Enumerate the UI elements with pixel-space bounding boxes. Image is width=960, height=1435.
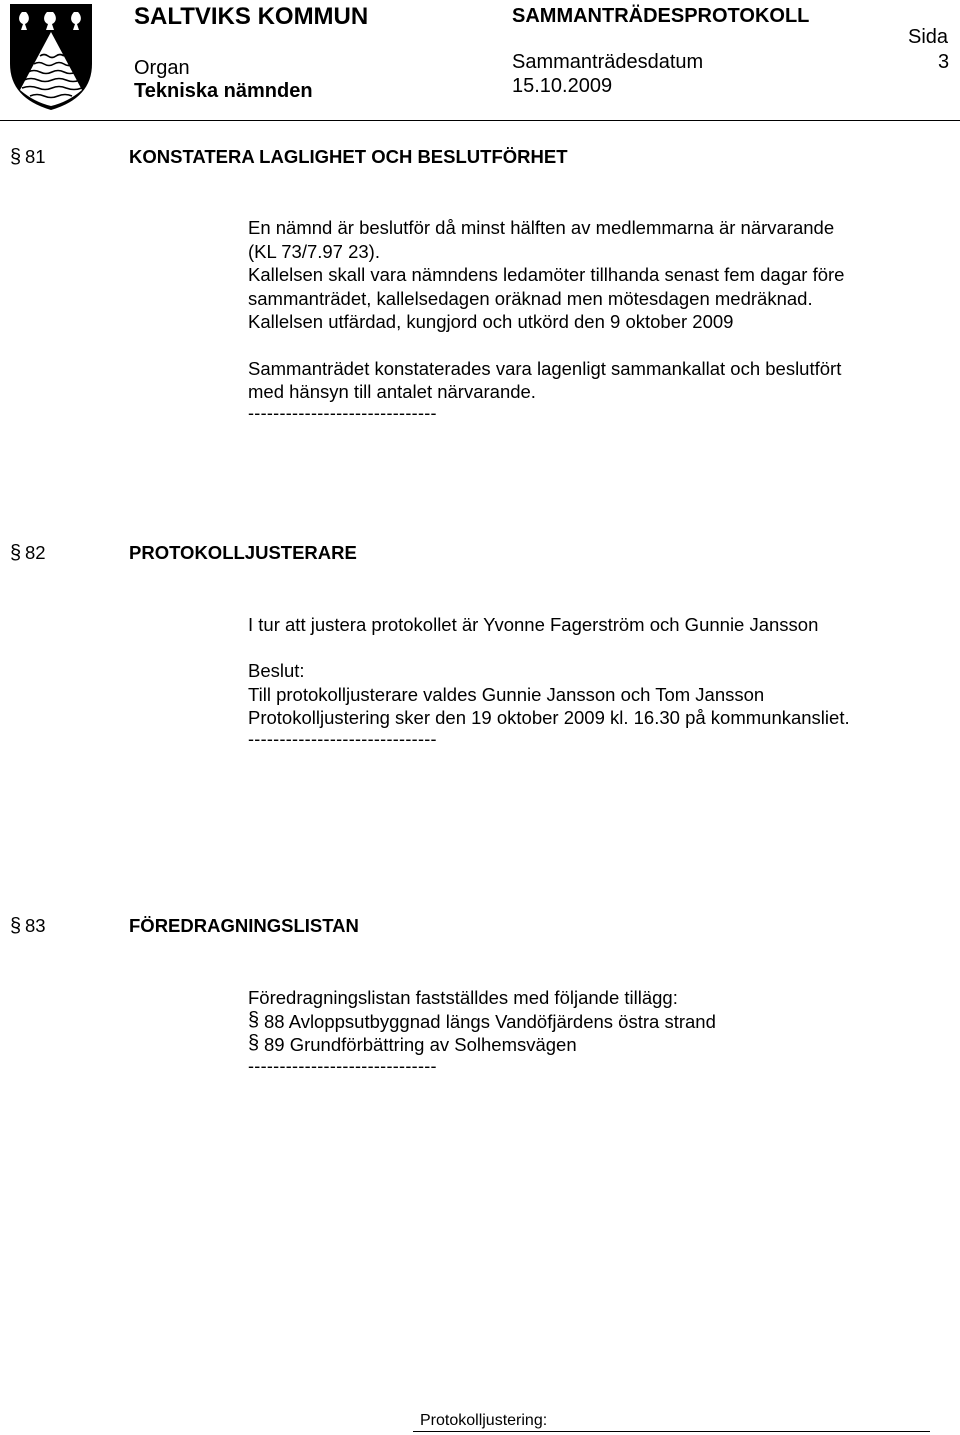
section-separator: ------------------------------: [248, 729, 437, 749]
section-number: 83: [25, 915, 46, 936]
section-separator: ------------------------------: [248, 1056, 437, 1076]
date-label: Sammanträdesdatum: [512, 51, 704, 73]
paragraph-sign: §: [10, 542, 22, 564]
paragraph-sign: §: [10, 146, 22, 168]
section-line: Till protokolljusterare valdes Gunnie Jansson och Tom Jansson: [248, 684, 765, 705]
section-title: KONSTATERA LAGLIGHET OCH BESLUTFÖRHET: [129, 146, 568, 167]
section-title: PROTOKOLLJUSTERARE: [129, 542, 357, 563]
section-line: Kallelsen utfärdad, kungjord och utkörd den 9 oktober 2009: [248, 311, 734, 332]
section-line: Protokolljustering sker den 19 oktober 2009 kl. 16.30 på kommunkansliet.: [248, 707, 850, 728]
section-line: med hänsyn till antalet närvarande.: [248, 381, 536, 402]
section-title: FÖREDRAGNINGSLISTAN: [129, 915, 359, 936]
coat-of-arms-icon: [8, 2, 94, 112]
section-number: 81: [25, 146, 46, 167]
organ-label: Organ: [134, 57, 190, 79]
municipality-name: SALTVIKS KOMMUN: [134, 3, 369, 30]
section-line: sammanträdet, kallelsedagen oräknad men mötesdagen medräknad.: [248, 288, 813, 309]
agenda-item: 88 Avloppsutbyggnad längs Vandöfjärdens östra strand: [264, 1011, 716, 1032]
paragraph-sign: §: [10, 915, 22, 937]
paragraph-sign: §: [248, 1032, 260, 1054]
section-line: I tur att justera protokollet är Yvonne Fagerström och Gunnie Jansson: [248, 614, 819, 635]
document-type: SAMMANTRÄDESPROTOKOLL: [512, 5, 810, 27]
signature-line: [413, 1431, 930, 1432]
page-label: Sida: [908, 26, 949, 48]
date-value: 15.10.2009: [512, 75, 613, 97]
page-number: 3: [938, 51, 950, 73]
decision-label: Beslut:: [248, 660, 305, 681]
organ-value: Tekniska nämnden: [134, 80, 313, 102]
section-line: Kallelsen skall vara nämndens ledamöter tillhanda senast fem dagar före: [248, 264, 845, 285]
section-line: Sammanträdet konstaterades vara lagenligt sammankallat och beslutfört: [248, 358, 842, 379]
agenda-item: 89 Grundförbättring av Solhemsvägen: [264, 1034, 577, 1055]
section-line: Föredragningslistan fastställdes med följande tillägg:: [248, 987, 678, 1008]
header-rule: [0, 120, 960, 121]
section-line: (KL 73/7.97 23).: [248, 241, 380, 262]
footer-label: Protokolljustering:: [420, 1412, 548, 1429]
section-number: 82: [25, 542, 46, 563]
section-separator: ------------------------------: [248, 403, 437, 423]
section-line: En nämnd är beslutför då minst hälften av medlemmarna är närvarande: [248, 217, 835, 238]
paragraph-sign: §: [248, 1009, 260, 1031]
